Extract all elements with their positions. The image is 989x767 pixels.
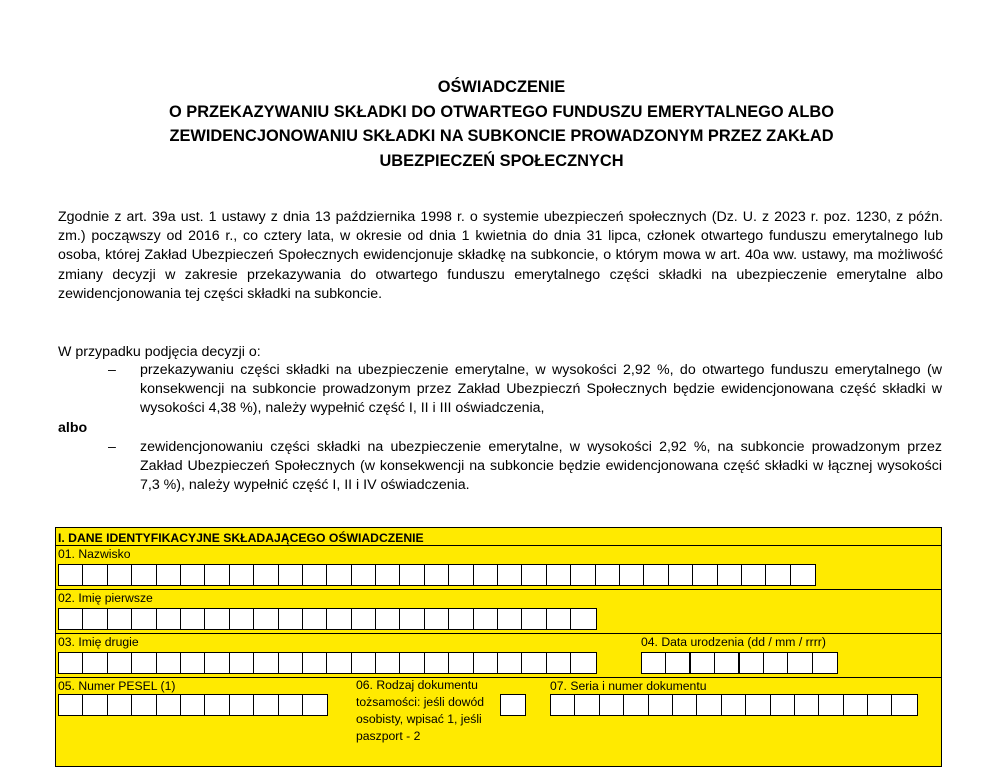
char-cell[interactable] [600, 695, 624, 715]
char-cell[interactable] [425, 565, 449, 585]
char-cell[interactable] [844, 695, 868, 715]
char-cell[interactable] [230, 695, 254, 715]
char-cell[interactable] [254, 609, 278, 629]
char-cell[interactable] [501, 695, 525, 715]
second-name-field[interactable] [58, 652, 597, 674]
char-cell[interactable] [673, 695, 697, 715]
title-line-3: ZEWIDENCJONOWANIU SKŁADKI NA SUBKONCIE PROWADZONYM PRZEZ ZAKŁAD [169, 127, 834, 145]
char-cell[interactable] [59, 565, 83, 585]
char-cell[interactable] [376, 609, 400, 629]
char-cell[interactable] [327, 653, 351, 673]
char-cell[interactable] [474, 609, 498, 629]
char-cell[interactable] [230, 565, 254, 585]
char-cell[interactable] [791, 565, 815, 585]
char-cell[interactable] [449, 653, 473, 673]
char-cell[interactable] [722, 695, 746, 715]
char-cell[interactable] [327, 609, 351, 629]
char-cell[interactable] [718, 565, 742, 585]
char-cell[interactable] [771, 695, 795, 715]
char-cell[interactable] [620, 565, 644, 585]
char-cell[interactable] [666, 653, 690, 673]
title-line-4: UBEZPIECZEŃ SPOŁECZNYCH [379, 151, 624, 170]
char-cell[interactable] [400, 565, 424, 585]
char-cell[interactable] [571, 653, 595, 673]
char-cell[interactable] [254, 653, 278, 673]
title-line-1: OŚWIADCZENIE [437, 78, 566, 96]
char-cell[interactable] [108, 653, 132, 673]
divider [56, 589, 941, 590]
surname-label: 01. Nazwisko [58, 547, 131, 561]
char-cell[interactable] [449, 565, 473, 585]
char-cell[interactable] [746, 695, 770, 715]
char-cell[interactable] [764, 653, 788, 673]
char-cell[interactable] [697, 695, 721, 715]
char-cell[interactable] [303, 609, 327, 629]
char-cell[interactable] [400, 653, 424, 673]
char-cell[interactable] [181, 653, 205, 673]
char-cell[interactable] [498, 653, 522, 673]
char-cell[interactable] [108, 565, 132, 585]
char-cell[interactable] [352, 609, 376, 629]
char-cell[interactable] [813, 653, 837, 673]
char-cell[interactable] [691, 653, 715, 673]
char-cell[interactable] [59, 609, 83, 629]
char-cell[interactable] [352, 653, 376, 673]
birth-date-field[interactable] [641, 652, 838, 674]
char-cell[interactable] [819, 695, 843, 715]
birth-date-label: 04. Data urodzenia (dd / mm / rrrr) [641, 635, 826, 649]
char-cell[interactable] [449, 609, 473, 629]
char-cell[interactable] [205, 565, 229, 585]
char-cell[interactable] [205, 653, 229, 673]
char-cell[interactable] [157, 609, 181, 629]
char-cell[interactable] [279, 653, 303, 673]
char-cell[interactable] [425, 653, 449, 673]
char-cell[interactable] [551, 695, 575, 715]
document-number-label: 07. Seria i numer dokumentu [550, 679, 707, 693]
char-cell[interactable] [596, 565, 620, 585]
char-cell[interactable] [795, 695, 819, 715]
intro-paragraph: Zgodnie z art. 39a ust. 1 ustawy z dnia 13 października 1998 r. o systemie ubezpieczeń społecznych (Dz. U. z 2023 r. poz. 1230, z późn. zm.) począwszy od 2016 r., co cztery lata, w okresie od dnia 1 kwietnia do dnia 31 lipca, członek otwartego funduszu emerytalnego lub osoba, której Zakład Ubezpieczeń Społecznych ewidencjonuje składkę na subkoncie, o którym mowa w art. 40a ww. ustawy, ma możliwość zmiany decyzji w zakresie przekazywania do otwartego funduszu emerytalnego części składki na ubezpieczenie emerytalne albo zewidencjonowania tej części składki na subkoncie. [58, 209, 943, 302]
option-2-text: zewidencjonowaniu części składki na ubezpieczenie emerytalne, w wysokości 2,92 %, na subkoncie prowadzonym przez Zakład Ubezpieczeń Społecznych (w konsekwencji na subkoncie będzie ewidencjonowana część składki w łącznej wysokości 7,3 %), należy wypełnić część I, II i IV oświadczenia. [140, 439, 942, 494]
identification-section [55, 527, 942, 767]
char-cell[interactable] [181, 565, 205, 585]
char-cell[interactable] [575, 695, 599, 715]
char-cell[interactable] [522, 565, 546, 585]
divider [56, 677, 941, 678]
char-cell[interactable] [83, 565, 107, 585]
char-cell[interactable] [522, 653, 546, 673]
char-cell[interactable] [205, 609, 229, 629]
char-cell[interactable] [400, 609, 424, 629]
char-cell[interactable] [376, 653, 400, 673]
first-name-field[interactable] [58, 608, 597, 630]
char-cell[interactable] [132, 565, 156, 585]
char-cell[interactable] [742, 565, 766, 585]
char-cell[interactable] [59, 653, 83, 673]
char-cell[interactable] [327, 565, 351, 585]
section-title: I. DANE IDENTYFIKACYJNE SKŁADAJĄCEGO OŚWIADCZENIE [58, 531, 424, 545]
char-cell[interactable] [693, 565, 717, 585]
char-cell[interactable] [642, 653, 666, 673]
albo-separator: albo [58, 420, 88, 436]
char-cell[interactable] [376, 565, 400, 585]
char-cell[interactable] [83, 609, 107, 629]
pesel-label: 05. Numer PESEL (1) [58, 679, 176, 693]
char-cell[interactable] [868, 695, 892, 715]
char-cell[interactable] [83, 653, 107, 673]
char-cell[interactable] [181, 609, 205, 629]
char-cell[interactable] [303, 695, 327, 715]
char-cell[interactable] [279, 609, 303, 629]
char-cell[interactable] [108, 695, 132, 715]
first-name-label: 02. Imię pierwsze [58, 591, 153, 605]
char-cell[interactable] [352, 565, 376, 585]
option-1-text: przekazywaniu części składki na ubezpieczenie emerytalne, w wysokości 2,92 %, do otwartego funduszu emerytalnego (w konsekwencji na subkoncie prowadzonym przez Zakład Ubezpieczń Społecznych będzie ewidencjonowana część składki w wysokości 4,38 %), należy wypełnić część I, II i III oświadczenia, [140, 362, 942, 417]
char-cell[interactable] [157, 565, 181, 585]
char-cell[interactable] [474, 565, 498, 585]
char-cell[interactable] [108, 609, 132, 629]
char-cell[interactable] [669, 565, 693, 585]
char-cell[interactable] [303, 653, 327, 673]
pesel-field[interactable] [58, 694, 328, 716]
char-cell[interactable] [740, 653, 764, 673]
char-cell[interactable] [649, 695, 673, 715]
char-cell[interactable] [132, 653, 156, 673]
char-cell[interactable] [254, 565, 278, 585]
char-cell[interactable] [766, 565, 790, 585]
bullet-dash: – [108, 362, 116, 378]
char-cell[interactable] [522, 609, 546, 629]
second-name-label: 03. Imię drugie [58, 635, 139, 649]
char-cell[interactable] [132, 609, 156, 629]
char-cell[interactable] [157, 653, 181, 673]
char-cell[interactable] [498, 565, 522, 585]
char-cell[interactable] [571, 565, 595, 585]
char-cell[interactable] [230, 653, 254, 673]
char-cell[interactable] [83, 695, 107, 715]
document-number-field[interactable] [550, 694, 918, 716]
char-cell[interactable] [788, 653, 812, 673]
char-cell[interactable] [571, 609, 595, 629]
char-cell[interactable] [715, 653, 739, 673]
char-cell[interactable] [230, 609, 254, 629]
char-cell[interactable] [644, 565, 668, 585]
char-cell[interactable] [547, 653, 571, 673]
document-title [60, 75, 943, 173]
char-cell[interactable] [279, 565, 303, 585]
char-cell[interactable] [547, 609, 571, 629]
char-cell[interactable] [205, 695, 229, 715]
divider [56, 545, 941, 546]
bullet-dash: – [108, 439, 116, 455]
divider [56, 633, 941, 634]
char-cell[interactable] [498, 609, 522, 629]
char-cell[interactable] [303, 565, 327, 585]
char-cell[interactable] [547, 565, 571, 585]
char-cell[interactable] [624, 695, 648, 715]
char-cell[interactable] [474, 653, 498, 673]
char-cell[interactable] [892, 695, 916, 715]
char-cell[interactable] [279, 695, 303, 715]
char-cell[interactable] [132, 695, 156, 715]
document-type-label: 06. Rodzaj dokumentu tożsamości: jeśli dowód osobisty, wpisać 1, jeśli paszport - 2 [356, 678, 485, 743]
title-line-2: O PRZEKAZYWANIU SKŁADKI DO OTWARTEGO FUNDUSZU EMERYTALNEGO ALBO [168, 102, 835, 121]
char-cell[interactable] [59, 695, 83, 715]
surname-field[interactable] [58, 564, 816, 586]
char-cell[interactable] [254, 695, 278, 715]
document-type-field[interactable] [500, 694, 526, 716]
char-cell[interactable] [157, 695, 181, 715]
lead-text: W przypadku podjęcia decyzji o: [58, 344, 261, 360]
char-cell[interactable] [181, 695, 205, 715]
char-cell[interactable] [425, 609, 449, 629]
